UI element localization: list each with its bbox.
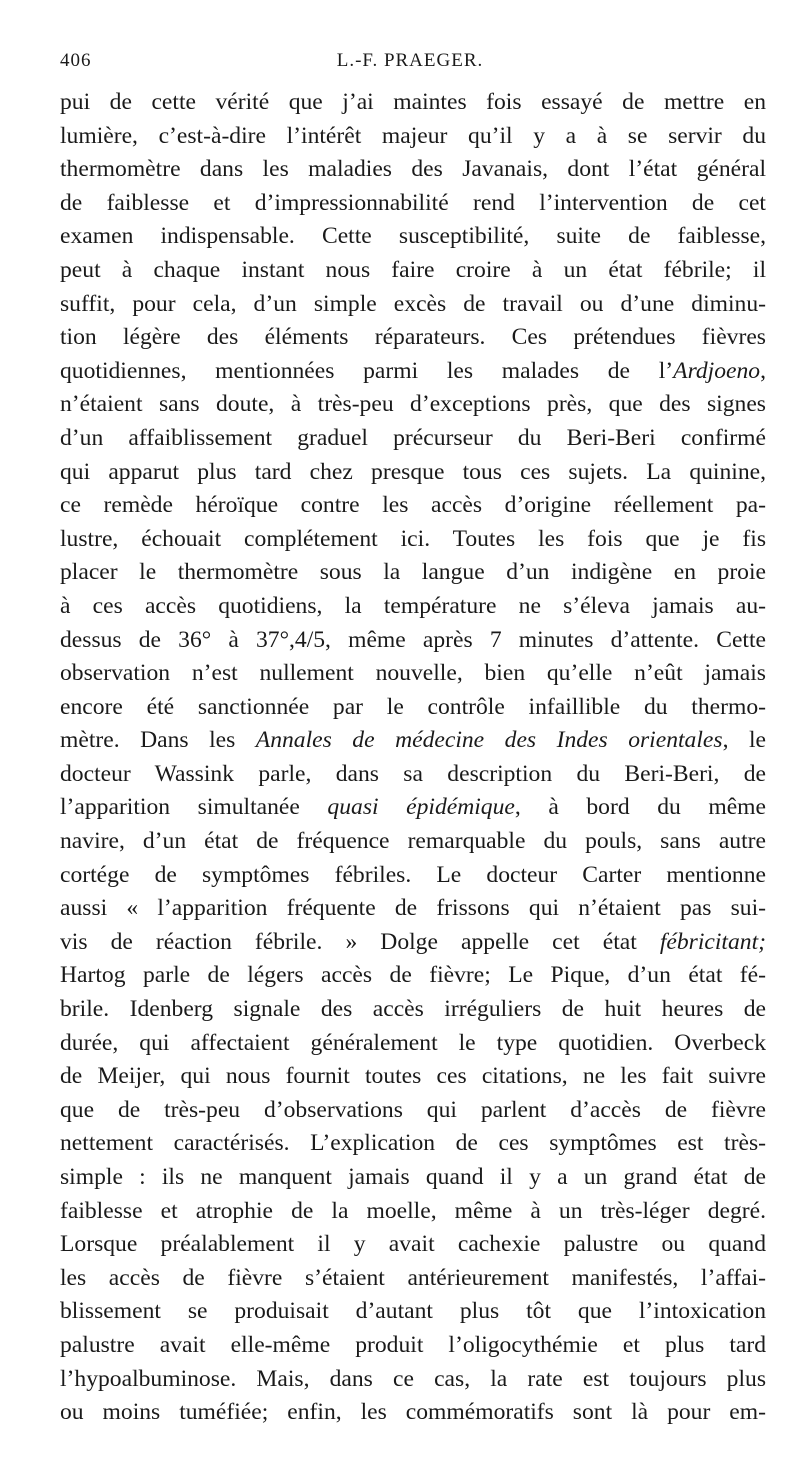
text-segment: mètre. Dans les	[60, 727, 256, 754]
text-segment: l’hypoalbuminose. Mais, dans ce cas, la rate est toujours plus	[60, 1365, 766, 1392]
text-line	[60, 456, 766, 490]
text-segment: tion légère des éléments réparateurs. Ces prétendues fièvres	[60, 324, 766, 351]
text-line	[60, 254, 766, 288]
text-line	[60, 1094, 766, 1128]
text-segment: Hartog parle de légers accès de fièvre; Le Pique, d’un état fé-	[60, 962, 766, 989]
text-line	[60, 758, 766, 792]
text-segment: thermomètre dans les maladies des Javanais, dont l’état général	[60, 156, 766, 183]
text-line	[60, 1060, 766, 1094]
text-segment: de Meijer, qui nous fournit toutes ces citations, ne les fait suivre	[60, 1063, 766, 1090]
text-segment: examen indispensable. Cette susceptibilité, suite de faiblesse,	[60, 223, 766, 250]
page-number: 406	[60, 50, 92, 71]
text-line	[60, 422, 766, 456]
text-segment: peut à chaque instant nous faire croire à un état fébrile; il	[60, 256, 766, 283]
italic-text: Annales de médecine des Indes orientales	[255, 727, 723, 754]
text-segment: placer le thermomètre sous la langue d’un indigène en proie	[60, 559, 766, 586]
text-line	[60, 220, 766, 254]
italic-text: Ardjoeno	[673, 357, 761, 384]
text-line	[60, 489, 766, 523]
text-segment: durée, qui affectaient généralement le type quotidien. Overbeck	[60, 1029, 766, 1056]
text-segment: lustre, échouait complétement ici. Toutes les fois que je fis	[60, 525, 766, 552]
text-line	[60, 859, 766, 893]
text-line	[60, 1295, 766, 1329]
text-line	[60, 187, 766, 221]
text-segment: qui apparut plus tard chez presque tous ces sujets. La quinine,	[60, 458, 766, 485]
text-line	[60, 825, 766, 859]
text-line	[60, 1228, 766, 1262]
text-segment: cortége de symptômes fébriles. Le docteur Carter mentionne	[60, 861, 766, 888]
text-segment: Lorsque préalablement il y avait cachexie palustre ou quand	[60, 1231, 766, 1258]
text-segment: blissement se produisait d’autant plus tôt que l’intoxication	[60, 1298, 766, 1325]
text-line	[60, 556, 766, 590]
text-segment: pui de cette vérité que j’ai maintes fois essayé de mettre en	[60, 89, 766, 115]
text-line	[60, 523, 766, 557]
text-segment: l’apparition simultanée	[60, 794, 328, 821]
text-segment: d’un affaiblissement graduel précurseur du Beri-Beri confirmé	[60, 424, 766, 451]
text-segment: lumière, c’est-à-dire l’intérêt majeur qu’il y a à se servir du	[60, 122, 766, 149]
text-line	[60, 355, 766, 389]
text-line	[60, 1027, 766, 1061]
text-segment: quotidiennes, mentionnées parmi les malades de l’	[60, 357, 674, 384]
text-segment: vis de réaction fébrile. » Dolge appelle cet état	[60, 928, 660, 955]
text-segment: les accès de fièvre s’étaient antérieurement manifestés, l’affai-	[60, 1264, 766, 1291]
text-segment: ou moins tuméfiée; enfin, les commémoratifs sont là pour em-	[60, 1399, 766, 1426]
page-header	[60, 50, 760, 80]
text-line	[60, 153, 766, 187]
text-segment: dessus de 36° à 37°,4/5, même après 7 minutes d’attente. Cette	[60, 626, 766, 653]
text-segment: simple : ils ne manquent jamais quand il y a un grand état de	[60, 1164, 766, 1190]
text-line	[60, 1262, 766, 1296]
text-line	[60, 1127, 766, 1161]
text-segment: de faiblesse et d’impressionnabilité rend l’intervention de cet	[60, 189, 766, 216]
text-segment: observation n’est nullement nouvelle, bien qu’elle n’eût jamais	[60, 660, 766, 687]
text-line	[60, 691, 766, 725]
text-line	[60, 1195, 766, 1229]
italic-text: fébricitant;	[659, 928, 766, 955]
text-line	[60, 1161, 766, 1195]
text-line	[60, 120, 766, 154]
running-head: L.-F. PRAEGER.	[336, 50, 484, 71]
text-segment: faiblesse et atrophie de la moelle, même à un très-léger degré.	[60, 1197, 766, 1224]
text-segment: ce remède héroïque contre les accès d’origine réellement pa-	[60, 492, 766, 519]
text-line	[60, 959, 766, 993]
text-line	[60, 1329, 766, 1363]
text-segment: encore été sanctionnée par le contrôle infaillible du thermo-	[60, 693, 766, 720]
text-line	[60, 288, 766, 322]
text-segment: nettement caractérisés. L’explication de ces symptômes est très-	[60, 1130, 766, 1157]
text-line	[60, 993, 766, 1027]
text-line	[60, 590, 766, 624]
text-segment: palustre avait elle-même produit l’oligocythémie et plus tard	[60, 1331, 766, 1358]
text-segment: aussi « l’apparition fréquente de frissons qui n’étaient pas sui-	[60, 895, 766, 922]
text-line	[60, 321, 766, 355]
body-text	[60, 86, 766, 1430]
text-line	[60, 624, 766, 658]
text-line	[60, 388, 766, 422]
text-line	[60, 1363, 766, 1397]
text-segment: brile. Idenberg signale des accès irréguliers de huit heures de	[60, 996, 766, 1023]
text-segment: ,	[760, 357, 766, 384]
text-segment: , le	[722, 727, 766, 754]
text-segment: que de très-peu d’observations qui parlent d’accès de fièvre	[60, 1096, 766, 1123]
text-line	[60, 724, 766, 758]
text-line	[60, 892, 766, 926]
text-line	[60, 791, 766, 825]
text-line	[60, 1396, 766, 1430]
text-segment: suffit, pour cela, d’un simple excès de travail ou d’une diminu-	[60, 290, 766, 317]
text-segment: n’étaient sans doute, à très-peu d’exceptions près, que des signes	[60, 391, 766, 418]
text-segment: à ces accès quotidiens, la température ne s’éleva jamais au-	[60, 592, 766, 619]
text-line	[60, 926, 766, 960]
text-segment: , à bord du même	[514, 794, 766, 821]
text-line	[60, 86, 766, 120]
text-segment: docteur Wassink parle, dans sa description du Beri-Beri, de	[60, 760, 766, 787]
italic-text: quasi épidémique	[327, 794, 515, 821]
text-line	[60, 657, 766, 691]
text-segment: navire, d’un état de fréquence remarquable du pouls, sans autre	[60, 828, 766, 855]
